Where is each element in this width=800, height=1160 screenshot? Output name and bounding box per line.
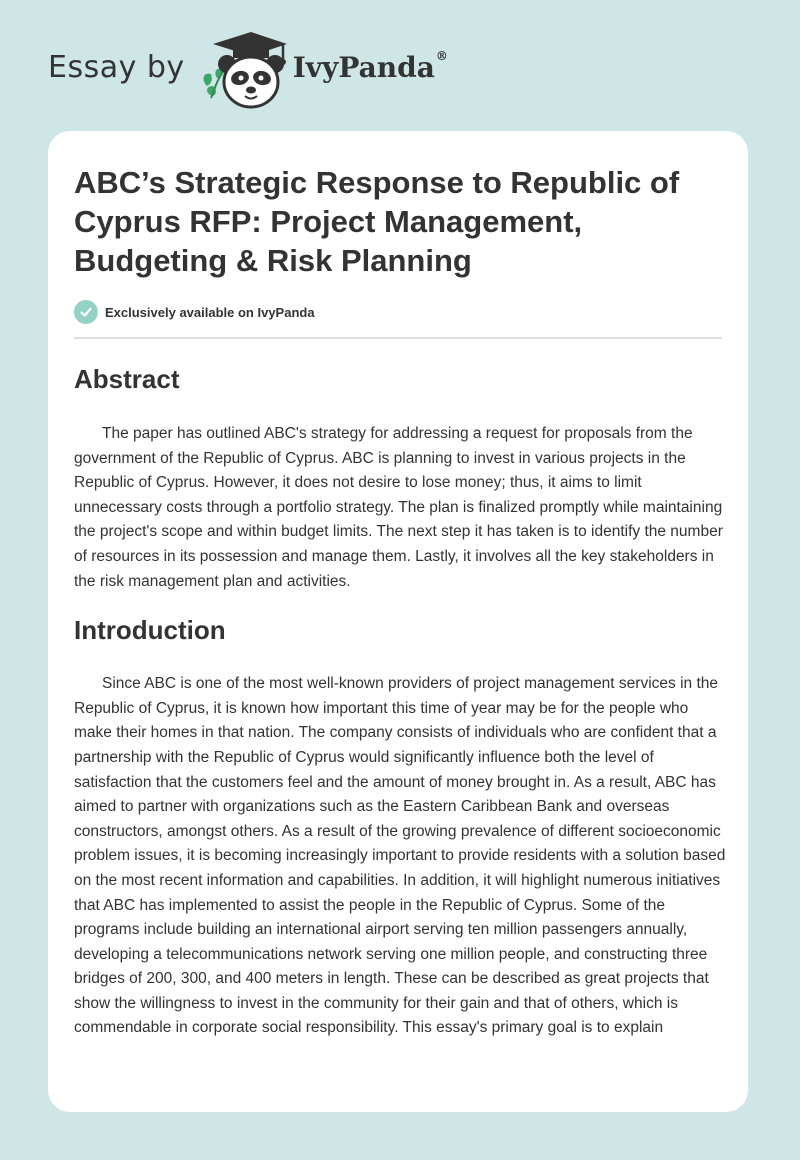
exclusive-badge [74, 299, 722, 325]
registered-mark: ® [435, 48, 448, 63]
essay-card [48, 131, 748, 1112]
essay-by-label: Essay by [48, 49, 185, 85]
section-body-introduction: Since ABC is one of the most well-known providers of project management services in the Republic of Cyprus, it is known how important this time of year may be for the people who make their homes in that nation. The company consists of individuals who are confident that a partnership with the Republic of Cyprus would significantly influence both the level of satisfaction that the customers feel and the amount of money brought in. As a result, ABC has aimed to partner with organizations such as the Eastern Caribbean Bank and overseas constructors, amongst others. As a result of the growing prevalence of different socioeconomic problem issues, it is becoming increasingly important to provide residents with a solution based on the most recent information and capabilities. In addition, it will highlight numerous initiatives that ABC has implemented to assist the people in the Republic of Cyprus. Some of the programs include building an international airport serving ten million passengers annually, developing a telecommunications network serving one million people, and constructing three bridges of 200, 300, and 400 meters in length. These can be described as great projects that show the willingness to invest in the community for their gain and that of others, which is commendable in corporate social responsibility. This essay's primary goal is to explain [74, 675, 726, 1037]
page-title: ABC’s Strategic Response to Republic of Cyprus RFP: Project Management, Budgeting & Risk Planning [74, 165, 680, 278]
title-divider [74, 337, 722, 339]
brand-name[interactable] [292, 48, 448, 84]
panda-graduate-icon[interactable] [199, 30, 289, 110]
brand-text: IvyPanda [292, 50, 435, 84]
section-body-abstract: The paper has outlined ABC's strategy for addressing a request for proposals from the government of the Republic of Cyprus. ABC is planning to invest in various projects in the Republic of Cyprus. However, it does not desire to lose money; thus, it aims to limit unnecessary costs through a portfolio strategy. The plan is finalized promptly while maintaining the project's scope and within budget limits. The next step it has taken is to identify the number of resources in its possession and manage them. Lastly, it involves all the key stakeholders in the risk management plan and activities. [74, 425, 723, 590]
section-heading-introduction: Introduction [74, 615, 226, 646]
check-circle-icon [74, 300, 98, 324]
essay-content [74, 131, 726, 1041]
site-header [48, 30, 448, 110]
section-heading-abstract: Abstract [74, 364, 180, 394]
exclusive-label: Exclusively available on IvyPanda [105, 304, 315, 320]
